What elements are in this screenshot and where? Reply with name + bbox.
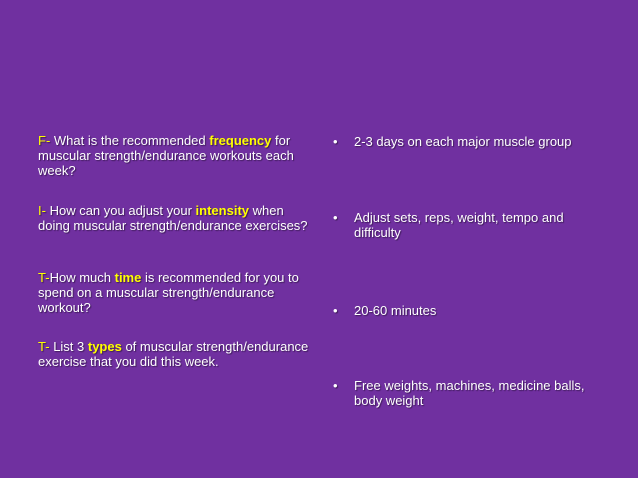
fitt-separator: - (45, 270, 50, 285)
question-frequency (38, 133, 313, 178)
question-text: How can you adjust your (49, 203, 196, 218)
fitt-letter-f: F (38, 133, 46, 148)
fitt-letter-t: T (38, 270, 46, 285)
bullet-icon: • (333, 303, 338, 318)
question-text: of muscular strength/endurance exercise that you did this week. (38, 339, 309, 369)
fitt-letter-i: I (38, 203, 42, 218)
answer-time (333, 303, 613, 318)
fitt-separator: - (41, 203, 50, 218)
keyword-frequency: frequency (209, 133, 272, 148)
question-time (38, 270, 313, 315)
fitt-separator: - (45, 339, 54, 354)
bullet-icon: • (333, 210, 338, 225)
answer-types (333, 378, 613, 408)
answer-text: Adjust sets, reps, weight, tempo and difficulty (354, 210, 564, 240)
question-text: when doing muscular strength/endurance exercises? (38, 203, 308, 233)
keyword-intensity: intensity (195, 203, 250, 218)
question-text: List 3 (53, 339, 88, 354)
question-text: What is the recommended (53, 133, 210, 148)
question-intensity (38, 203, 313, 233)
answer-intensity (333, 210, 613, 240)
question-text: for muscular strength/endurance workouts each week? (38, 133, 294, 178)
question-text: is recommended for you to spend on a muscular strength/endurance workout? (38, 270, 299, 315)
fitt-letter-t: T (38, 339, 46, 354)
answer-text: 2-3 days on each major muscle group (354, 134, 572, 149)
bullet-icon: • (333, 134, 338, 149)
bullet-icon: • (333, 378, 338, 393)
question-types (38, 339, 313, 369)
answer-text: 20-60 minutes (354, 303, 437, 318)
keyword-time: time (114, 270, 142, 285)
answer-text: Free weights, machines, medicine balls, body weight (354, 378, 585, 408)
answer-frequency (333, 134, 613, 149)
fitt-separator: - (45, 133, 54, 148)
keyword-types: types (87, 339, 122, 354)
question-text: How much (49, 270, 115, 285)
